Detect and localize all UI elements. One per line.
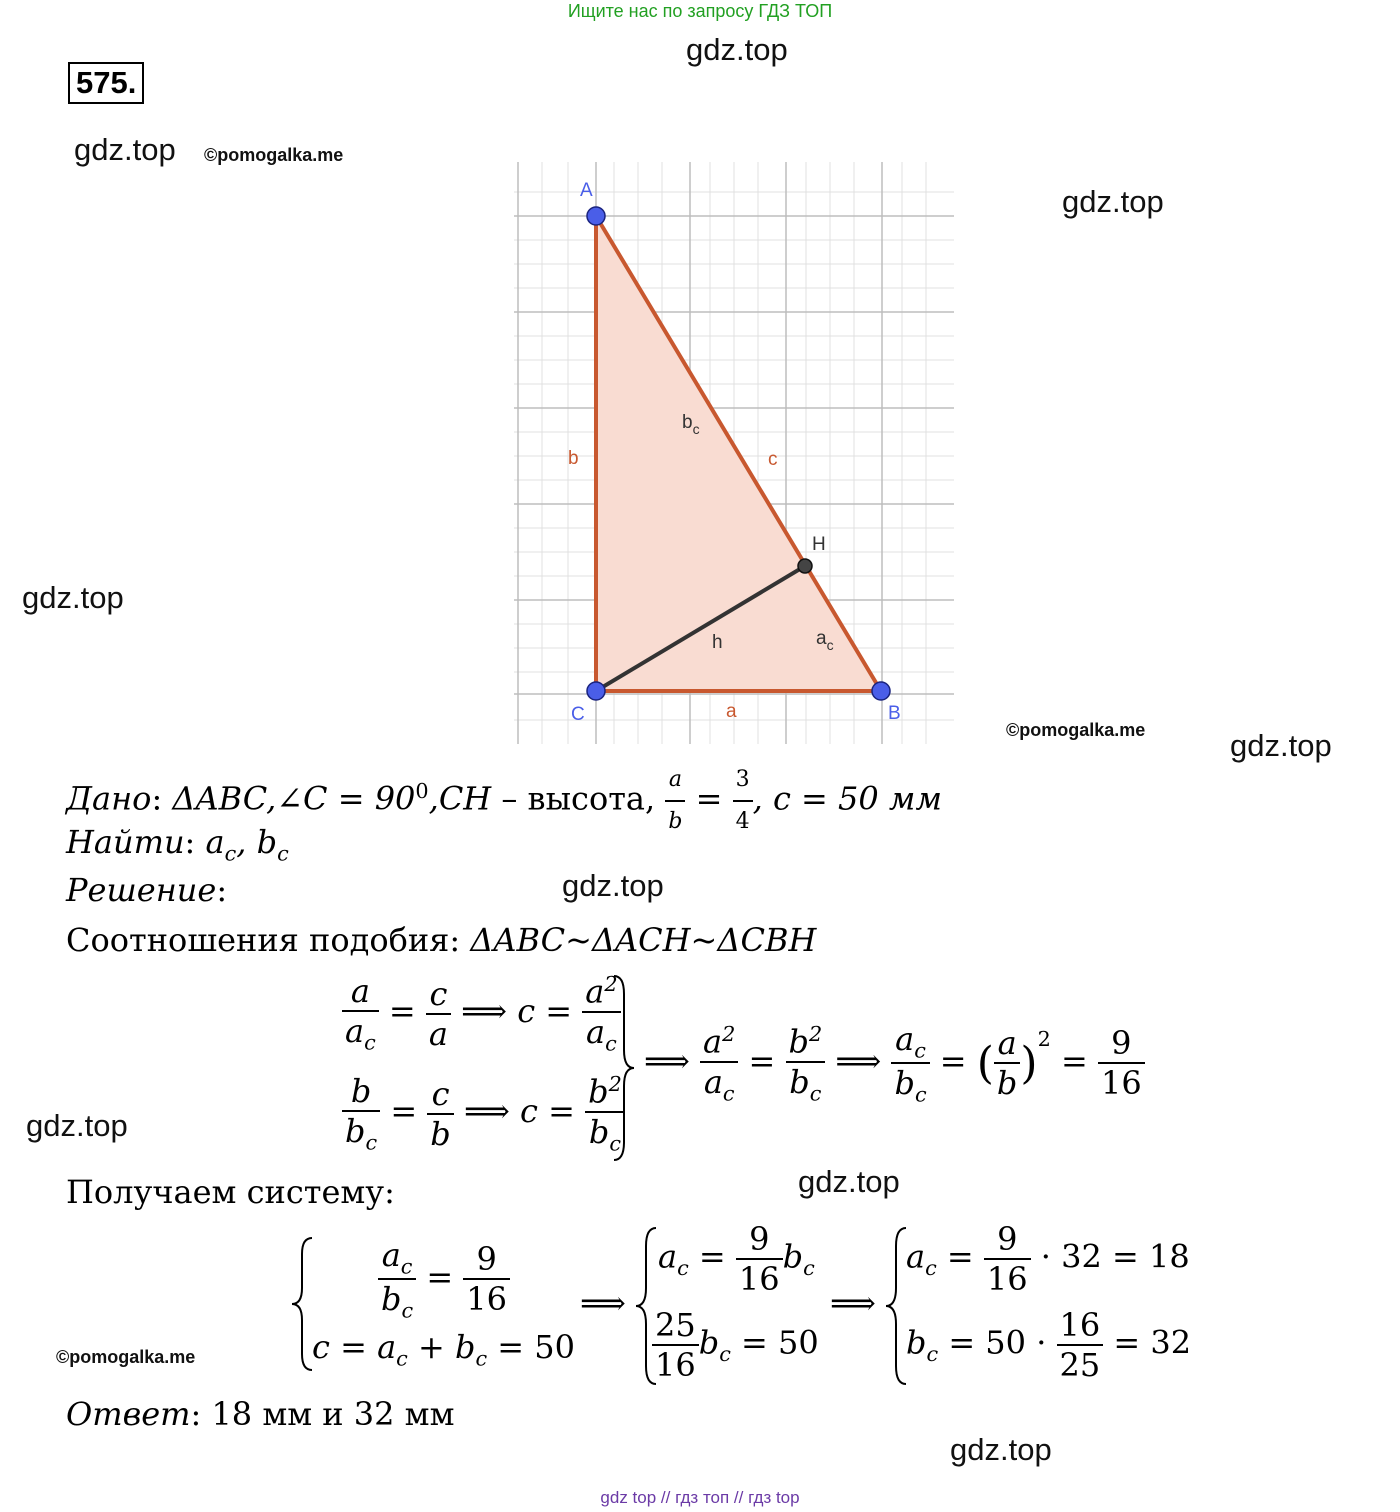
label-side-c: c — [768, 449, 778, 470]
similarity-line: Соотношения подобия: ΔABC~ΔACH~ΔCBH — [66, 921, 817, 959]
point-a — [587, 207, 605, 225]
footer-links[interactable]: gdz top // гдз топ // гдз top — [600, 1488, 800, 1507]
watermark: gdz.top — [1062, 184, 1164, 219]
label-bc: $b_c$ — [682, 412, 700, 437]
label-ac: $a_c$ — [816, 628, 834, 653]
right-brace — [612, 974, 636, 1162]
left-brace-1 — [290, 1236, 314, 1372]
system1-line2: $c = a_c + b_c = 50$ — [312, 1328, 575, 1371]
label-side-a: a — [726, 701, 737, 722]
left-brace-3 — [884, 1226, 908, 1386]
watermark: gdz.top — [686, 32, 788, 67]
copyright: ©pomogalka.me — [1006, 720, 1146, 740]
watermark: gdz.top — [26, 1108, 128, 1143]
implies-1: ⟹ — [580, 1284, 626, 1322]
watermark: gdz.top — [74, 132, 176, 167]
solution-line: Решение: — [66, 871, 228, 909]
search-banner[interactable]: Ищите нас по запросу ГДЗ ТОП — [567, 1, 833, 21]
label-a: A — [580, 180, 593, 201]
system2-line2: $\frac{25}{16}$ $b_c = 50$ — [652, 1306, 819, 1384]
point-h — [798, 559, 812, 573]
find-line: Найти: $a_c$, $b_c$ — [66, 823, 289, 866]
watermark: gdz.top — [1230, 728, 1332, 763]
system-label: Получаем систему: — [66, 1173, 395, 1211]
label-c: C — [571, 704, 585, 725]
watermark: gdz.top — [562, 868, 664, 903]
watermark: gdz.top — [22, 580, 124, 615]
derivation-row-2: $\frac{b}{b_c}$ = $\frac{c}{b}$ ⟹ c = $\frac{b^2}{b_c}$ — [342, 1072, 625, 1155]
label-b: B — [888, 703, 901, 724]
system2-line1: $a_c$ = $\frac{9}{16}$ $b_c$ — [658, 1220, 815, 1298]
watermark: gdz.top — [798, 1164, 900, 1199]
point-c — [587, 682, 605, 700]
derivation-result: ⟹ $\frac{a^2}{a_c}$ = $\frac{b^2}{b_c}$ ⟹ $\frac{a_c}{b_c}$ = ( $\frac{a}{b}$ )$^2$ = $\frac{9}{16}$ — [644, 1020, 1145, 1107]
given-line: Дано: ΔABC,∠C = $90^0,CH$ – высота, $\frac{a}{b}$ = $\frac{3}{4}$ , c = 50 мм — [66, 760, 942, 842]
system3-line1: $a_c$ = $\frac{9}{16}$ · 32 = 18 — [906, 1220, 1190, 1298]
copyright: ©pomogalka.me — [204, 145, 344, 165]
label-side-b: b — [568, 448, 579, 469]
triangle-diagram — [514, 162, 954, 744]
system3-line2: $b_c = 50$ · $\frac{16}{25}$ = 32 — [906, 1306, 1192, 1384]
answer-line: Ответ: 18 мм и 32 мм — [66, 1395, 455, 1433]
system1-line1: $\frac{a_c}{b_c}$ = $\frac{9}{16}$ — [378, 1236, 510, 1323]
triangle-abc — [596, 216, 881, 691]
problem-number: 575. — [68, 62, 144, 104]
derivation-row-1: $\frac{a}{a_c}$ = $\frac{c}{a}$ ⟹ c = $\frac{a^2}{a_c}$ — [342, 972, 621, 1055]
watermark: gdz.top — [950, 1432, 1052, 1467]
implies-2: ⟹ — [830, 1284, 876, 1322]
copyright: ©pomogalka.me — [56, 1347, 196, 1367]
label-h: H — [812, 534, 826, 555]
point-b — [872, 682, 890, 700]
label-h-side: h — [712, 632, 723, 653]
